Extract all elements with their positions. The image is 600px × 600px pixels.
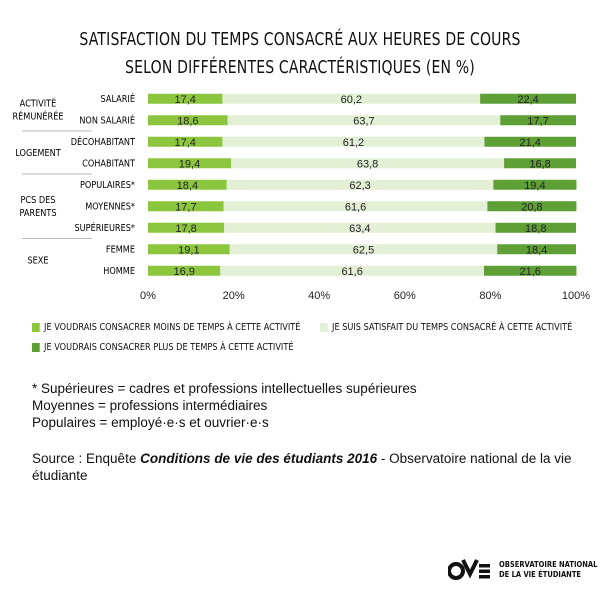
legend-item-more-time	[32, 342, 293, 353]
bar-value-label: 21,4	[519, 136, 541, 149]
legend-label-more-time: JE VOUDRAIS CONSACRER PLUS DE TEMPS À CETTE ACTIVITÉ	[44, 342, 294, 353]
bar-value-label: 17,7	[527, 115, 549, 128]
bar-value-label: 19,4	[524, 179, 546, 192]
x-tick-label: 0%	[140, 290, 156, 302]
bar-value-label: 18,8	[525, 222, 547, 235]
bar-value-label: 17,8	[175, 222, 197, 235]
group-label: RÉMUNÉRÉE	[12, 111, 64, 123]
bar-value-label: 20,8	[521, 201, 543, 214]
bar-value-label: 16,9	[173, 265, 195, 278]
category-label: POPULAIRES*	[79, 180, 135, 192]
group-label: PCS DES	[20, 195, 56, 207]
bar-value-label: 21,6	[519, 265, 541, 278]
x-tick-label: 20%	[222, 290, 245, 302]
bar-value-label: 19,1	[178, 244, 200, 257]
bar-value-label: 61,6	[341, 265, 363, 278]
chart-title-line1: SATISFACTION DU TEMPS CONSACRÉ AUX HEURES DE COURS	[79, 29, 521, 50]
bar-value-label: 18,4	[525, 244, 548, 257]
bar-value-label: 63,7	[353, 115, 375, 128]
bar-value-label: 17,4	[174, 136, 196, 149]
category-label: SUPÉRIEURES*	[74, 223, 135, 235]
legend-swatch-less-time	[32, 323, 40, 332]
group-label: ACTIVITÉ	[19, 98, 57, 110]
legend-swatch-more-time	[32, 343, 40, 352]
source-survey-title: Conditions de vie des étudiants 2016	[140, 451, 378, 466]
bar-value-label: 60,2	[340, 93, 363, 106]
bar-value-label: 61,2	[342, 136, 365, 149]
source-prefix: Source : Enquête	[32, 451, 141, 466]
ove-logo-icon	[448, 552, 492, 582]
category-label: FEMME	[105, 245, 135, 256]
legend-label-satisfied: JE SUIS SATISFAIT DU TEMPS CONSACRÉ À CETTE ACTIVITÉ	[332, 322, 573, 333]
x-tick-label: 60%	[393, 290, 416, 302]
logo-text	[499, 560, 597, 580]
group-label: SEXE	[27, 255, 49, 267]
group-label: LOGEMENT	[15, 148, 61, 160]
bar-value-label: 17,7	[175, 201, 197, 214]
legend-label-less-time: JE VOUDRAIS CONSACRER MOINS DE TEMPS À CETTE ACTIVITÉ	[44, 322, 301, 333]
x-tick-label: 100%	[561, 290, 591, 302]
category-label: MOYENNES*	[85, 202, 135, 213]
chart-title-line2: SELON DIFFÉRENTES CARACTÉRISTIQUES (EN %)	[125, 57, 475, 78]
footnotes	[32, 380, 582, 431]
bar-value-label: 19,4	[178, 158, 201, 171]
group-label: PARENTS	[19, 208, 57, 220]
bar-value-label: 62,5	[352, 244, 375, 257]
footnote-moyennes: Moyennes = professions intermédiaires	[32, 398, 268, 413]
source-suffix: - Observatoire national de la vie étudiante	[32, 451, 572, 483]
legend-item-satisfied	[320, 322, 572, 333]
category-label: DÉCOHABITANT	[70, 137, 135, 149]
source-note	[32, 450, 577, 484]
category-label: NON SALARIÉ	[79, 116, 135, 127]
logo-text-line1: OBSERVATOIRE NATIONAL	[499, 560, 598, 569]
bar-value-label: 18,6	[177, 115, 199, 128]
bar-value-label: 63,8	[356, 158, 379, 171]
bar-value-label: 62,3	[349, 179, 371, 192]
category-label: COHABITANT	[82, 159, 135, 170]
bar-value-label: 18,4	[176, 179, 199, 192]
bar-value-label: 63,4	[349, 222, 371, 235]
bar-value-label: 22,4	[517, 93, 539, 106]
legend-item-less-time	[32, 322, 300, 333]
x-tick-label: 40%	[308, 290, 331, 302]
legend-swatch-satisfied	[320, 323, 328, 332]
footnote-populaires: Populaires = employé·e·s et ouvrier·e·s	[32, 415, 269, 430]
bar-value-label: 61,6	[344, 201, 367, 214]
logo-text-line2: DE LA VIE ÉTUDIANTE	[499, 570, 582, 579]
footnote-superieures: * Supérieures = cadres et professions intellectuelles supérieures	[32, 381, 417, 396]
bar-value-label: 17,4	[174, 93, 196, 106]
bar-value-label: 16,8	[529, 158, 551, 171]
category-label: SALARIÉ	[100, 94, 135, 106]
x-tick-label: 80%	[479, 290, 502, 302]
category-label: HOMME	[103, 266, 135, 278]
